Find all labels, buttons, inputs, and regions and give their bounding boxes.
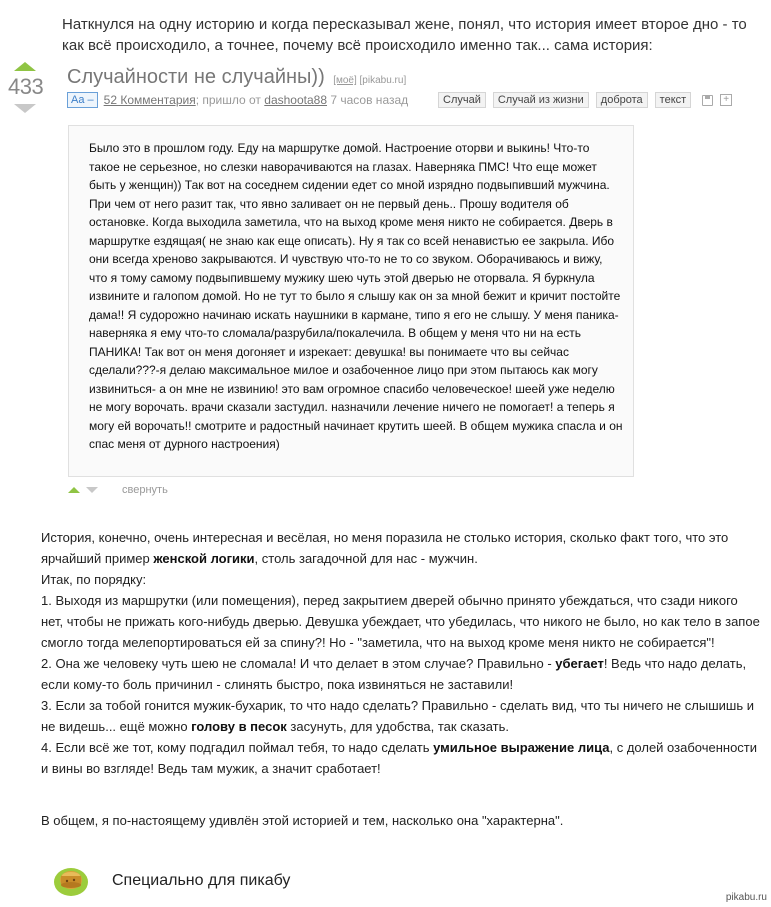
vote-block <box>8 62 42 113</box>
conclusion-text: В общем, я по-настоящему удивлён этой историей и тем, насколько она "характерна". <box>41 813 564 828</box>
tag-item[interactable]: Случай из жизни <box>493 92 589 108</box>
downvote-small-icon[interactable] <box>86 487 98 493</box>
author-link[interactable]: dashoota88 <box>264 93 328 107</box>
my-tag[interactable]: [моё] <box>333 75 357 86</box>
signature-text: Специально для пикабу <box>112 872 291 889</box>
came-from-label: ; пришло от <box>195 93 261 107</box>
watermark: pikabu.ru <box>725 892 767 903</box>
tag-item[interactable]: текст <box>655 92 692 108</box>
paragraph: 2. Она же человеку чуть шею не сломала! И что делает в этом случае? Правильно - убегает! Ведь что надо делать, если кому-то боль причинил - слинять быстро, пока извиняться не заставили! <box>41 656 747 692</box>
signature <box>52 862 290 900</box>
downvote-icon[interactable] <box>14 104 36 113</box>
paragraph: Итак, по порядку: <box>41 572 147 587</box>
upvote-icon[interactable] <box>14 62 36 71</box>
tag-item[interactable]: Случай <box>438 92 486 108</box>
plus-icon[interactable]: + <box>720 94 732 106</box>
post-title-row <box>67 66 406 89</box>
font-size-button[interactable]: Aa – <box>67 92 98 108</box>
paragraph: 1. Выходя из маршрутки (или помещения), перед закрытием дверей обычно принято убеждаться, что сзади никого нет, чтобы не прижать кого-нибудь дверью. Девушка убеждает, что убедилась, что никого не было, но как тело в запое смогло тогда мелепортироваться ей за спину?! Но - "заметила, что на выход кроме меня никто не собирается"! <box>41 593 760 650</box>
post-meta <box>67 92 408 108</box>
paragraph: 3. Если за тобой гонится мужик-бухарик, то что надо сделать? Правильно - сделать вид, что ты ничего не слышишь и не видешь... ещё можно голову в песок засунуть, для удобства, так сказать. <box>41 698 754 734</box>
commentary <box>41 527 763 779</box>
post-title-tags <box>333 75 406 86</box>
story-text: Было это в прошлом году. Еду на маршрутке домой. Настроение оторви и выкинь! Что-то такое не серьезное, но слезки наворачиваются на глазах. Наверняка ПМС! Что еще может быть у женщин)) Так вот на соседнем сидении едет со мной изрядно подвыпивший мужчина. При чем от него разит так, что явно заливает он не первый день.. Прошу водителя об остановке. Когда выходила заметила, что на выход кроме меня никто не собирается. Дверь в маршрутке ездящая( не знаю как еще описать). Ну я так со всей ненавистью ее закрыла. Ибо они всегда хреново закрываются. И чувствую что-то не то со звуком. Оборачиваюсь и вижу, что я тому самому подвыпившему мужику шею чуть этой дверью не оторвала. Я буркнула извините и галопом домой. Но не тут то было я слышу как он за мной бежит и кричит постойте дама!! Я судорожно начинаю искать наушники в кармане, типо я его не слышу. У меня паника-наверняка я ему что-то сломала/разрубила/покалечила. В общем у меня что ни на есть ПАНИКА! Так вот он меня догоняет и изрекает: девушка! вы понимаете что вы сейчас сделали???-я делаю максимальное милое и озабоченное лицо при этом пытаюсь как могу извиниться- а он мне не извинию! это вам огромное спасибо человеческое! шеей уже неделю не могу ворочать. врачи сказали застудил. назначили лечение ничего не помогает! а теперь я могу ей ворочать!! смотрите и радостный начинает крутить шеей. В общем мужика спасла и он спас меня от дурного настроения) <box>89 141 623 451</box>
post-time: 7 часов назад <box>330 93 409 107</box>
floppy-icon[interactable] <box>702 95 713 106</box>
post-score: 433 <box>8 74 44 99</box>
post-title[interactable]: Случайности не случайны)) <box>67 66 325 88</box>
collapse-link[interactable]: свернуть <box>122 484 168 496</box>
intro-text: Наткнулся на одну историю и когда пересказывал жене, понял, что история имеет второе дно - то как всё происходило, а точнее, почему всё происходило именно так... сама история: <box>62 16 747 54</box>
comments-link[interactable]: 52 Комментария <box>103 93 196 107</box>
source-tag: [pikabu.ru] <box>359 75 407 86</box>
story-actions <box>68 484 168 496</box>
paragraph: История, конечно, очень интересная и весёлая, но меня поразила не столько история, сколько факт того, что это ярчайший пример женской логики, столь загадочной для нас - мужчин. <box>41 530 729 566</box>
tag-list <box>438 92 732 108</box>
cookie-icon <box>52 862 90 900</box>
upvote-small-icon[interactable] <box>68 487 80 493</box>
tag-item[interactable]: доброта <box>596 92 648 108</box>
paragraph: 4. Если всё же тот, кому подгадил поймал тебя, то надо сделать умильное выражение лица, с долей озабоченности и вины во взгляде! Ведь там мужик, а значит сработает! <box>41 740 758 776</box>
story-box <box>68 125 634 477</box>
